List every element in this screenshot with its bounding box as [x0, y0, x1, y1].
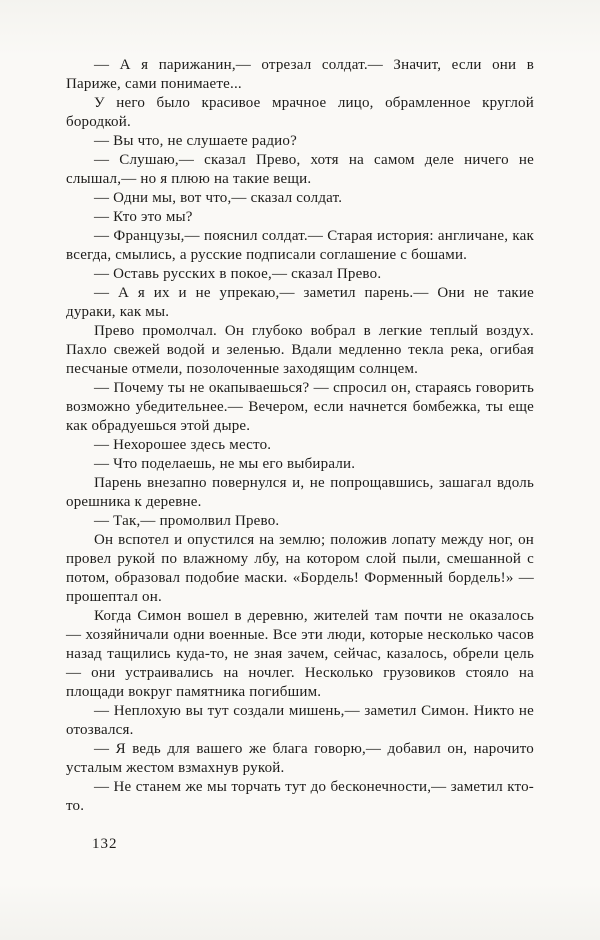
- paragraph: — А я их и не упрекаю,— заметил парень.— Они не такие дураки, как мы.: [66, 285, 534, 320]
- paragraph: — Я ведь для вашего же блага говорю,— добавил он, нарочито усталым жестом взмахнув рукой.: [66, 741, 534, 776]
- paragraph: — Почему ты не окапываешься? — спросил он, стараясь говорить возможно убедительнее.— Вечером, если начнется бомбежка, ты еще как обрадуешься этой дыре.: [66, 380, 534, 434]
- paragraph: — Кто это мы?: [94, 209, 193, 225]
- paragraph: — Так,— промолвил Прево.: [94, 513, 280, 529]
- paragraph: — Нехорошее здесь место.: [94, 437, 272, 453]
- paragraph: Парень внезапно повернулся и, не попрощавшись, зашагал вдоль орешника к деревне.: [66, 475, 534, 510]
- paragraph: — Не станем же мы торчать тут до бесконечности,— заметил кто-то.: [66, 779, 534, 814]
- paragraph: — Слушаю,— сказал Прево, хотя на самом деле ничего не слышал,— но я плюю на такие вещи.: [66, 152, 534, 187]
- paragraph: — Вы что, не слушаете радио?: [94, 133, 297, 149]
- paragraph: Когда Симон вошел в деревню, жителей там почти не оказалось — хозяйничали одни военные. Все эти люди, которые несколько часов назад тащились куда-то, не зная зачем, сейчас, казалось, обрели цель — они устраивались на ночлег. Несколько грузовиков стояло на площади вокруг памятника погибшим.: [66, 608, 534, 700]
- paragraph: — Неплохую вы тут создали мишень,— заметил Симон. Никто не отозвался.: [66, 703, 534, 738]
- paragraph: — Французы,— пояснил солдат.— Старая история: англичане, как всегда, смылись, а русские подписали соглашение с бошами.: [66, 228, 534, 263]
- paragraph: Он вспотел и опустился на землю; положив лопату между ног, он провел рукой по влажному лбу, на котором слой пыли, смешанной с потом, образовал подобие маски. «Бордель! Форменный бордель!» — прошептал он.: [66, 532, 534, 605]
- text-block: [66, 56, 534, 816]
- paragraph: У него было красивое мрачное лицо, обрамленное круглой бородкой.: [66, 95, 534, 130]
- page-number: 132: [92, 836, 118, 852]
- paragraph: — Одни мы, вот что,— сказал солдат.: [94, 190, 343, 206]
- paragraph: — Оставь русских в покое,— сказал Прево.: [94, 266, 382, 282]
- paragraph: — Что поделаешь, не мы его выбирали.: [94, 456, 356, 472]
- paragraph: Прево промолчал. Он глубоко вобрал в легкие теплый воздух. Пахло свежей водой и зеленью. Вдали медленно текла река, огибая песчаные отмели, позолоченные заходящим солнцем.: [66, 323, 534, 377]
- paragraph: — А я парижанин,— отрезал солдат.— Значит, если они в Париже, сами понимаете...: [66, 57, 534, 92]
